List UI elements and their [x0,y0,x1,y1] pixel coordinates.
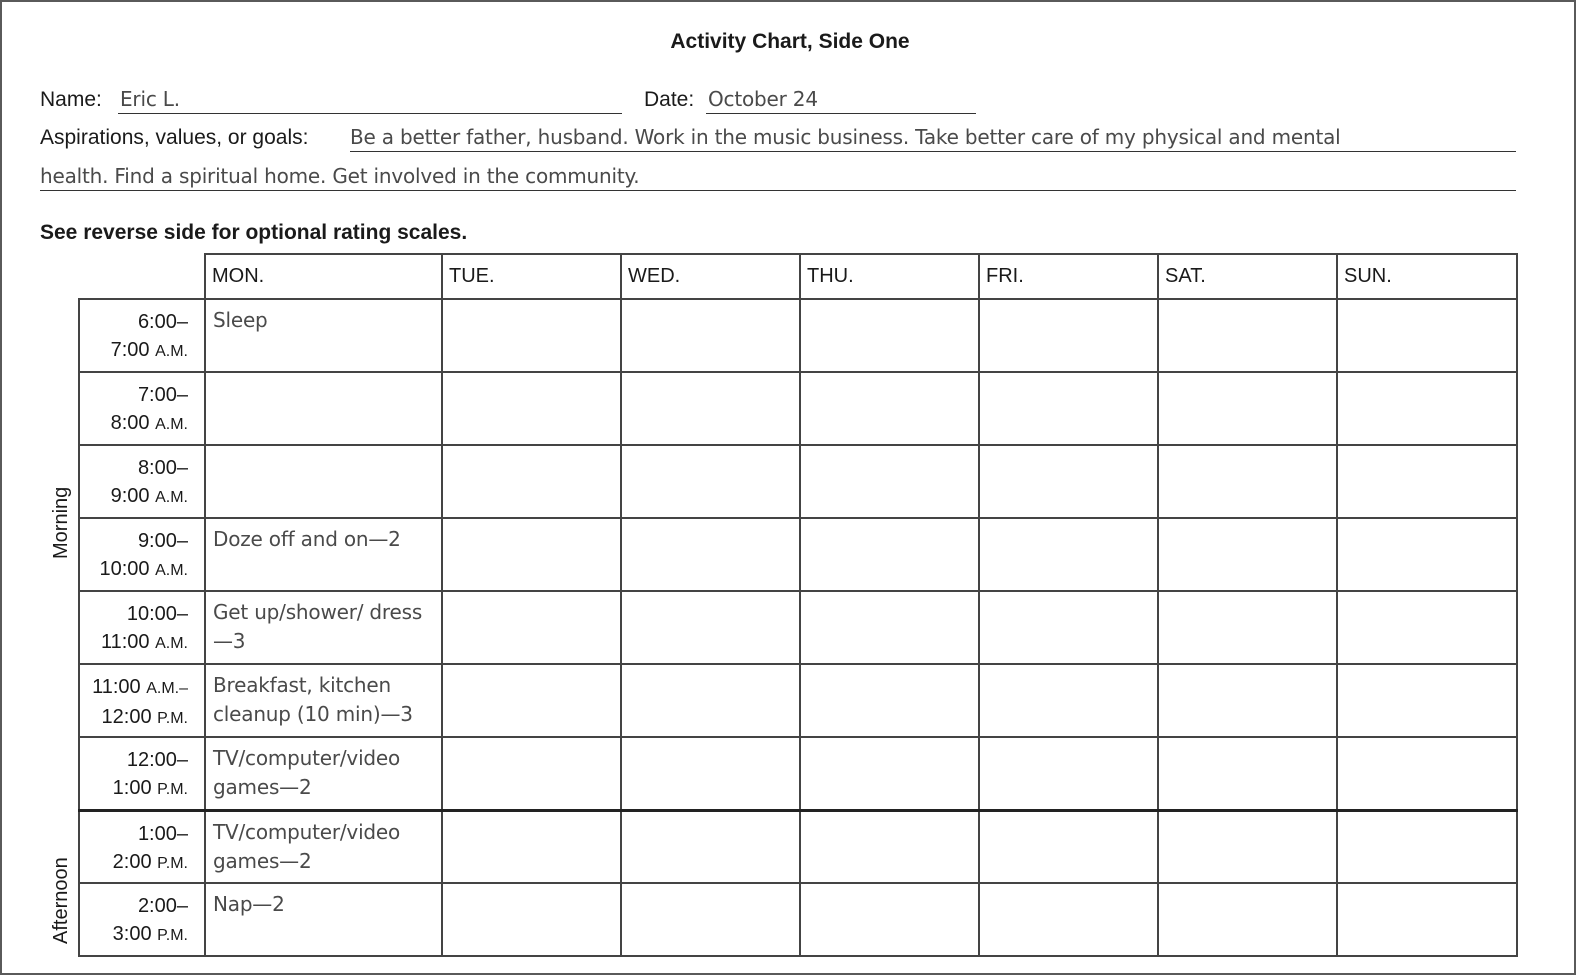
time-end-ampm: P.M. [157,927,188,944]
activity-cell-wed[interactable] [621,299,800,372]
activity-entry-text: Nap—2 [213,892,285,916]
time-end-ampm: P.M. [157,781,188,798]
time-slot-row [79,372,1517,445]
activity-cell-sun[interactable] [1337,664,1517,737]
time-slot-end [80,555,188,585]
time-end-ampm: A.M. [155,489,188,506]
time-end-ampm: A.M. [155,416,188,433]
activity-cell-sun[interactable] [1337,591,1517,664]
activity-cell-wed[interactable] [621,372,800,445]
time-end-ampm: P.M. [157,710,188,727]
time-slot-start [80,600,188,628]
time-slot-label [79,518,205,591]
time-slot-row [79,810,1517,883]
time-slot-end [80,336,188,366]
activity-cell-sun[interactable] [1337,810,1517,883]
activity-cell-sat[interactable] [1158,299,1337,372]
time-end-ampm: A.M. [155,562,188,579]
activity-cell-mon[interactable] [205,372,442,445]
time-start-text: 12:00– [126,749,188,771]
activity-cell-mon[interactable] [205,299,442,372]
activity-cell-fri[interactable] [979,372,1158,445]
activity-cell-fri[interactable] [979,299,1158,372]
time-start-text: 8:00– [137,457,188,479]
time-slot-end [80,482,188,512]
time-slot-label [79,372,205,445]
activity-cell-wed[interactable] [621,737,800,810]
time-slot-end [80,409,188,439]
time-start-text: 11:00 [92,676,141,698]
activity-cell-sun[interactable] [1337,372,1517,445]
activity-cell-mon[interactable] [205,737,442,810]
activity-cell-fri[interactable] [979,883,1158,956]
activity-cell-sun[interactable] [1337,299,1517,372]
activity-entry-text: Get up/shower/ dress—3 [213,600,423,653]
activity-cell-sat[interactable] [1158,372,1337,445]
morning-period-label: Morning [50,486,72,559]
date-value: October 24 [708,87,818,111]
date-field[interactable] [706,86,976,114]
goals-text-line-1: Be a better father, husband. Work in the music business. Take better care of my physical and mental [350,125,1341,149]
time-slot-label [79,445,205,518]
activity-cell-thu[interactable] [800,518,979,591]
header-corner [79,254,205,299]
time-slot-row [79,737,1517,810]
activity-cell-fri[interactable] [979,737,1158,810]
day-header-sat: SAT. [1158,254,1337,299]
time-start-text: 2:00– [137,895,188,917]
time-end-text: 10:00 [99,558,150,580]
activity-cell-tue[interactable] [442,299,621,372]
time-start-text: 7:00– [137,384,188,406]
day-header-mon: MON. [205,254,442,299]
activity-cell-sun[interactable] [1337,445,1517,518]
activity-cell-sat[interactable] [1158,518,1337,591]
goals-field-line-2[interactable] [40,163,1516,191]
day-header-sun: SUN. [1337,254,1517,299]
activity-cell-thu[interactable] [800,591,979,664]
activity-cell-wed[interactable] [621,518,800,591]
time-start-ampm: A.M.– [146,680,188,697]
day-header-row [79,254,1517,299]
activity-cell-sun[interactable] [1337,737,1517,810]
activity-cell-tue[interactable] [442,591,621,664]
activity-cell-mon[interactable] [205,445,442,518]
activity-cell-sat[interactable] [1158,664,1337,737]
time-slot-label [79,883,205,956]
time-slot-start [80,308,188,336]
time-end-ampm: A.M. [155,635,188,652]
activity-cell-sat[interactable] [1158,810,1337,883]
time-start-text: 1:00– [137,822,188,845]
day-header-tue: TUE. [442,254,621,299]
page-title: Activity Chart, Side One [670,30,910,53]
activity-cell-sat[interactable] [1158,591,1337,664]
activity-cell-thu[interactable] [800,664,979,737]
name-label: Name: [40,88,102,111]
activity-cell-tue[interactable] [442,737,621,810]
time-end-text: 3:00 [112,923,152,945]
activity-cell-mon[interactable] [205,883,442,956]
activity-cell-fri[interactable] [979,591,1158,664]
goals-text-line-2: health. Find a spiritual home. Get involved in the community. [40,164,640,188]
time-start-text: 6:00– [137,311,188,333]
activity-cell-wed[interactable] [621,591,800,664]
activity-schedule-table [78,253,1518,957]
activity-cell-tue[interactable] [442,518,621,591]
activity-cell-thu[interactable] [800,299,979,372]
activity-cell-thu[interactable] [800,883,979,956]
time-slot-row [79,591,1517,664]
time-slot-start [80,892,188,920]
time-end-text: 8:00 [110,412,150,434]
activity-cell-sun[interactable] [1337,518,1517,591]
day-header-wed: WED. [621,254,800,299]
activity-cell-thu[interactable] [800,372,979,445]
time-slot-end [80,774,188,804]
schedule-body [79,299,1517,956]
activity-entry-text: TV/computer/video games—2 [213,746,401,799]
time-slot-row [79,518,1517,591]
activity-cell-wed[interactable] [621,810,800,883]
activity-entry-text: TV/computer/video games—2 [213,819,401,873]
time-start-text: 9:00– [137,530,188,552]
rating-scales-note: See reverse side for optional rating scales. [40,221,468,244]
activity-cell-fri[interactable] [979,445,1158,518]
time-end-text: 11:00 [100,631,150,653]
activity-cell-fri[interactable] [979,810,1158,883]
activity-cell-wed[interactable] [621,445,800,518]
activity-cell-mon[interactable] [205,518,442,591]
time-end-text: 12:00 [101,706,152,728]
activity-cell-tue[interactable] [442,810,621,883]
activity-cell-wed[interactable] [621,883,800,956]
activity-cell-thu[interactable] [800,445,979,518]
activity-cell-wed[interactable] [621,664,800,737]
activity-cell-mon[interactable] [205,810,442,883]
time-end-text: 1:00 [112,777,152,799]
time-slot-row [79,664,1517,737]
activity-cell-tue[interactable] [442,372,621,445]
activity-cell-mon[interactable] [205,591,442,664]
time-slot-row [79,445,1517,518]
time-slot-end [80,628,188,658]
time-end-ampm: A.M. [155,343,188,360]
activity-cell-fri[interactable] [979,664,1158,737]
time-start-text: 10:00– [126,603,188,625]
time-end-ampm: P.M. [157,854,188,872]
time-slot-start [80,673,188,703]
date-label: Date: [644,88,695,111]
time-slot-end [80,920,188,950]
time-slot-row [79,299,1517,372]
time-end-text: 9:00 [110,485,150,507]
activity-cell-thu[interactable] [800,737,979,810]
day-header-fri: FRI. [979,254,1158,299]
activity-entry-text: Doze off and on—2 [213,527,401,551]
goals-field-line-1[interactable] [350,124,1516,152]
activity-cell-sat[interactable] [1158,737,1337,810]
activity-cell-tue[interactable] [442,664,621,737]
time-slot-start [80,820,188,848]
time-slot-start [80,746,188,774]
time-slot-end [80,848,188,878]
activity-entry-text: Sleep [213,308,268,332]
time-slot-label [79,591,205,664]
time-slot-start [80,527,188,555]
time-slot-label [79,810,205,883]
activity-entry-text: Breakfast, kitchen cleanup (10 min)—3 [213,673,413,726]
activity-cell-fri[interactable] [979,518,1158,591]
time-end-text: 2:00 [112,850,152,873]
activity-cell-sun[interactable] [1337,883,1517,956]
activity-cell-tue[interactable] [442,883,621,956]
afternoon-period-label: Afternoon [50,857,72,944]
time-end-text: 7:00 [110,339,150,361]
time-slot-label [79,299,205,372]
time-slot-row [79,883,1517,956]
time-slot-label [79,664,205,737]
activity-cell-mon[interactable] [205,664,442,737]
name-field[interactable] [118,86,622,114]
time-slot-label [79,737,205,810]
activity-cell-thu[interactable] [800,810,979,883]
goals-label: Aspirations, values, or goals: [40,126,309,149]
time-slot-end [80,703,188,733]
activity-cell-sat[interactable] [1158,445,1337,518]
activity-cell-tue[interactable] [442,445,621,518]
time-slot-start [80,454,188,482]
time-slot-start [80,381,188,409]
day-header-thu: THU. [800,254,979,299]
activity-cell-sat[interactable] [1158,883,1337,956]
name-value: Eric L. [120,87,180,111]
